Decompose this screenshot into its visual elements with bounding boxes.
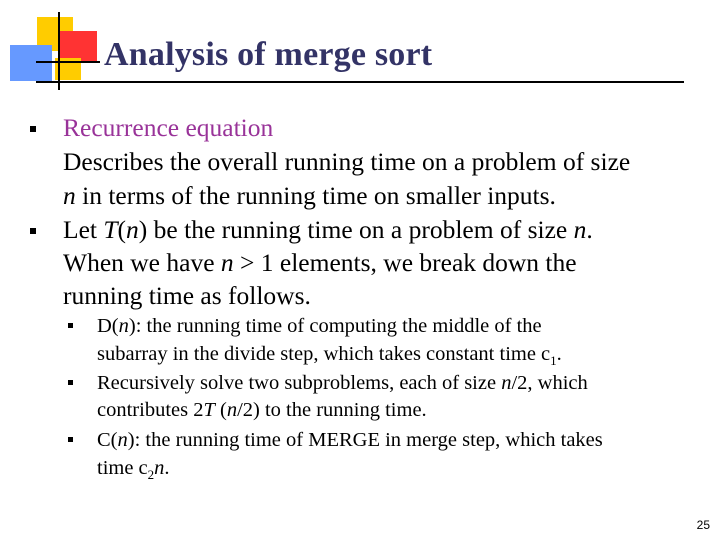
- bullet-marker: [30, 228, 36, 234]
- slide-title: Analysis of merge sort: [104, 36, 433, 73]
- title-underline: [36, 81, 684, 83]
- bullet-text-line: When we have n > 1 elements, we break down the: [63, 248, 577, 277]
- sub-bullet-marker: [68, 323, 73, 328]
- deco-horizontal-line: [36, 61, 100, 63]
- sub-bullet-text-line: time $c_2n$.: [97, 457, 170, 483]
- deco-vertical-line: [58, 12, 60, 90]
- sub-bullet-text-line: contributes 2T (n/2) to the running time.: [97, 399, 427, 421]
- sub-bullet-marker: [68, 380, 73, 385]
- sub-bullet-text-line: Recursively solve two subproblems, each of size n/2, which: [97, 372, 588, 394]
- sub-bullet-marker: [68, 437, 73, 442]
- bullet-text-line: n in terms of the running time on smaller inputs.: [63, 181, 556, 210]
- page-number: 25: [696, 518, 710, 532]
- deco-blue-square: [10, 45, 52, 81]
- bullet-text-line: Let T(n) be the running time on a problem of size n.: [63, 215, 593, 244]
- bullet-text-line: running time as follows.: [63, 281, 311, 310]
- sub-bullet-text-line: D(n): the running time of computing the middle of the: [97, 315, 542, 337]
- bullet-heading: Recurrence equation: [63, 113, 274, 142]
- bullet-text-line: Describes the overall running time on a problem of size: [63, 147, 631, 176]
- sub-bullet-text-line: subarray in the divide step, which takes constant time $c_1$.: [97, 343, 562, 369]
- bullet-marker: [30, 126, 36, 132]
- sub-bullet-text-line: C(n): the running time of MERGE in merge step, which takes: [97, 429, 603, 451]
- deco-red-square: [59, 31, 97, 61]
